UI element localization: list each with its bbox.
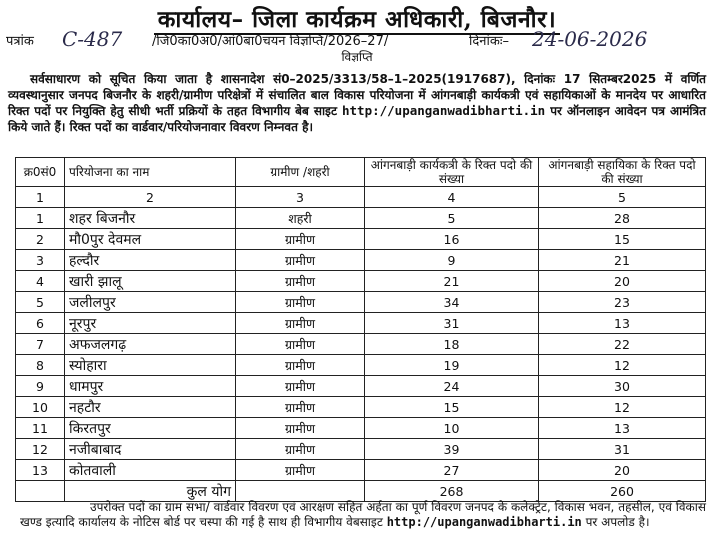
sahayika-vacancy-cell: 13 [539,313,706,334]
table-row [16,208,706,229]
footer-paragraph [20,500,706,530]
table-row [16,460,706,481]
karyakatri-vacancy-cell: 39 [365,439,539,460]
office-title-text: कार्यालय– जिला कार्यक्रम अधिकारी, बिजनौर। [154,6,561,35]
date-value: 24-06-2026 [532,27,648,51]
serial-cell: 2 [16,229,65,250]
notice-text-1: सर्वसाधारण को सूचित किया जाता है शासनादेश सं0–2025/3313/58–1–2025(1917687), दिनांकः 17 सितम्बर2025 में वर्णित व्यवस्थानुसार जनपद बिजनौर के शहरी/ग्रामीण परिक्षेत्रों में संचालित बाल विकास परियोजना में आंगनबाड़ी कार्यकत्री एवं सहायिकाओं के मानदेय पर आधारित रिक्त पदों पर नियुक्ति हेतु सीधी भर्ती प्रक्रियों के तहत विभागीय बेब साइट [8,72,706,118]
project-name-cell: धामपुर [65,376,236,397]
project-name-cell: खारी झालू [65,271,236,292]
serial-cell: 9 [16,376,65,397]
total-row [16,481,706,502]
table-row [16,439,706,460]
sahayika-vacancy-cell: 21 [539,250,706,271]
karyakatri-vacancy-cell: 16 [365,229,539,250]
karyakatri-vacancy-cell: 27 [365,460,539,481]
sahayika-vacancy-cell: 30 [539,376,706,397]
notice-text-2: पर ऑनलाइन आवेदन पत्र आमंत्रित किये जाते हैं। रिक्त पदों का वार्डवार/परियोजनावार विवरण निम्नवत है। [8,104,706,134]
karyakatri-vacancy-cell: 10 [365,418,539,439]
area-type-cell: ग्रामीण [236,292,365,313]
karyakatri-vacancy-cell: 9 [365,250,539,271]
area-type-cell: ग्रामीण [236,334,365,355]
serial-cell: 10 [16,397,65,418]
table-header-row [16,158,706,187]
total-karyakatri: 268 [365,481,539,502]
project-name-cell: कोतवाली [65,460,236,481]
karyakatri-vacancy-cell: 19 [365,355,539,376]
serial-cell: 7 [16,334,65,355]
sahayika-vacancy-cell: 15 [539,229,706,250]
index-cell: 5 [539,187,706,208]
karyakatri-vacancy-cell: 15 [365,397,539,418]
index-cell: 2 [65,187,236,208]
serial-cell: 3 [16,250,65,271]
karyakatri-vacancy-cell: 21 [365,271,539,292]
area-type-cell: ग्रामीण [236,376,365,397]
area-type-cell: ग्रामीण [236,250,365,271]
date-label: दिनांकः– [469,34,509,49]
karyakatri-vacancy-cell: 18 [365,334,539,355]
total-label: कुल योग [65,481,236,502]
website-link[interactable]: http://upanganwadibharti.in [342,103,546,118]
karyakatri-vacancy-cell: 5 [365,208,539,229]
area-type-cell: ग्रामीण [236,418,365,439]
reference-number: /जि0का0अ0/आं0बा0चयन विज्ञप्ति/2026–27/ [152,34,389,49]
patrank-label: पत्रांक [6,34,34,49]
total-sahayika: 260 [539,481,706,502]
serial-cell: 6 [16,313,65,334]
footer-tail: पर अपलोड है। [585,515,650,529]
sahayika-vacancy-cell: 31 [539,439,706,460]
project-name-cell: अफजलगढ़ [65,334,236,355]
vigyapti-heading: विज्ञप्ति [341,50,373,64]
header-project: परियोजना का नाम [65,158,236,187]
footer-website-link[interactable]: http://upanganwadibharti.in [386,515,582,529]
sahayika-vacancy-cell: 13 [539,418,706,439]
table-row [16,418,706,439]
area-type-cell: ग्रामीण [236,460,365,481]
sahayika-vacancy-cell: 22 [539,334,706,355]
serial-cell: 1 [16,208,65,229]
sahayika-vacancy-cell: 23 [539,292,706,313]
project-name-cell: नहटौर [65,397,236,418]
karyakatri-vacancy-cell: 24 [365,376,539,397]
project-name-cell: शहर बिजनौर [65,208,236,229]
area-type-cell: ग्रामीण [236,229,365,250]
serial-cell: 8 [16,355,65,376]
karyakatri-vacancy-cell: 31 [365,313,539,334]
table-row [16,313,706,334]
column-index-row [16,187,706,208]
table-row [16,397,706,418]
header-karyakatri: आंगनबाड़ी कार्यकत्री के रिक्त पदो की संख्या [365,158,539,187]
sahayika-vacancy-cell: 28 [539,208,706,229]
footer-text: उपरोक्त पदों का ग्राम सभा/ वार्डवार विवरण एवं आरक्षण सहित अर्हता का पूर्ण विवरण जनपद के कलेक्ट्रेट, विकास भवन, तहसील, एवं विकास खण्ड इत्यादि कार्यालय के नोटिस बोर्ड पर चस्पा की गई है साथ ही विभागीय वेबसाइट [20,500,706,529]
karyakatri-vacancy-cell: 34 [365,292,539,313]
area-type-cell: ग्रामीण [236,355,365,376]
area-type-cell: ग्रामीण [236,397,365,418]
project-name-cell: जलीलपुर [65,292,236,313]
table-row [16,376,706,397]
header-sahayika: आंगनबाड़ी सहायिका के रिक्त पदो की संख्या [539,158,706,187]
area-type-cell: ग्रामीण [236,271,365,292]
vacancy-table [15,157,706,502]
project-name-cell: किरतपुर [65,418,236,439]
index-cell: 3 [236,187,365,208]
notice-paragraph [8,72,706,135]
table-row [16,334,706,355]
header-area: ग्रामीण /शहरी [236,158,365,187]
table-row [16,229,706,250]
sahayika-vacancy-cell: 12 [539,355,706,376]
table-row [16,292,706,313]
serial-cell: 5 [16,292,65,313]
area-type-cell: ग्रामीण [236,439,365,460]
serial-cell: 4 [16,271,65,292]
project-name-cell: नजीबाबाद [65,439,236,460]
sahayika-vacancy-cell: 12 [539,397,706,418]
area-type-cell: शहरी [236,208,365,229]
index-cell: 1 [16,187,65,208]
sahayika-vacancy-cell: 20 [539,460,706,481]
serial-cell: 12 [16,439,65,460]
patrank-value: C-487 [62,27,123,51]
sahayika-vacancy-cell: 20 [539,271,706,292]
index-cell: 4 [365,187,539,208]
project-name-cell: हल्दौर [65,250,236,271]
project-name-cell: नूरपुर [65,313,236,334]
serial-cell: 13 [16,460,65,481]
project-name-cell: मौ0पुर देवमल [65,229,236,250]
table-row [16,355,706,376]
serial-cell: 11 [16,418,65,439]
table-row [16,271,706,292]
project-name-cell: स्योहारा [65,355,236,376]
header-serial: क्र0सं0 [16,158,65,187]
table-row [16,250,706,271]
area-type-cell: ग्रामीण [236,313,365,334]
